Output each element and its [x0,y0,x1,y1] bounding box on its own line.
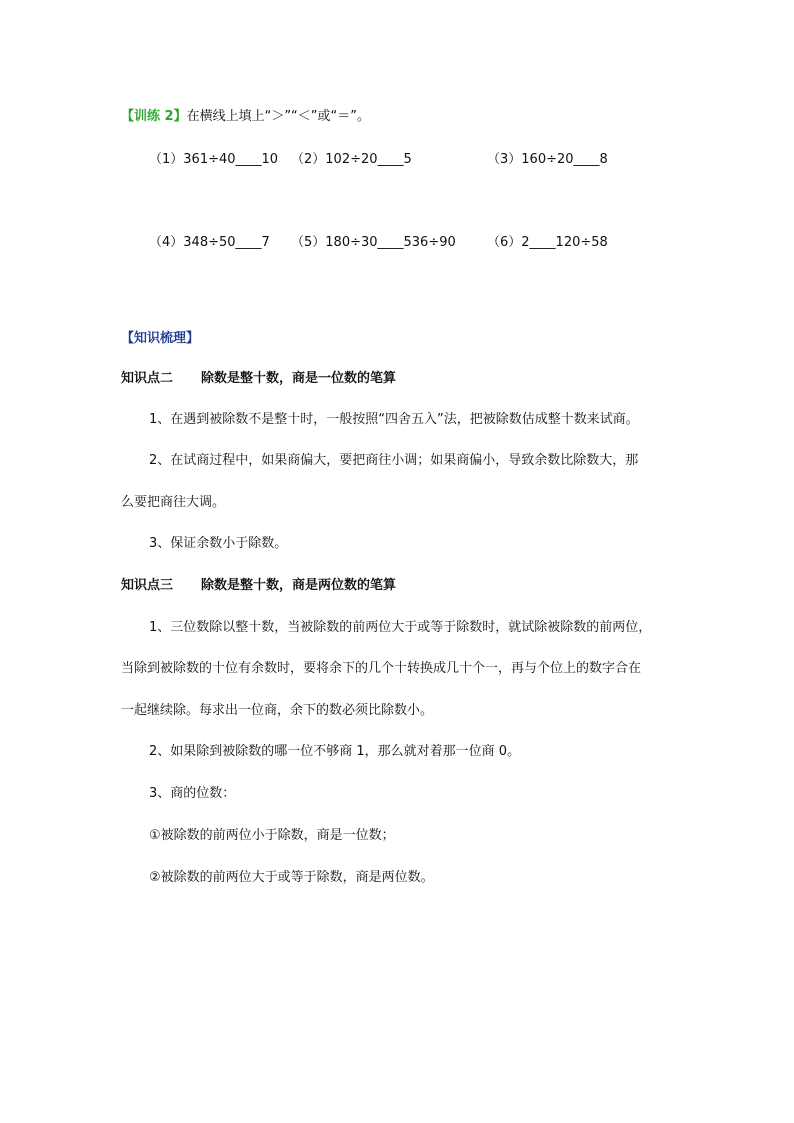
kp2-item-3: 3、保证余数小于除数。 [149,536,288,551]
problem-4: （4）348÷50____7 [149,235,270,250]
knowledge-section-title: 【知识梳理】 [121,331,200,346]
kp3-subitem-2: ②被除数的前两位大于或等于除数，商是两位数。 [149,870,434,885]
training-tag: 【训练 2】 [121,109,187,124]
knowledge-point-3-title: 除数是整十数，商是两位数的笔算 [201,578,397,593]
kp3-item-3: 3、商的位数： [149,786,236,801]
kp2-item-1: 1、在遇到被除数不是整十时，一般按照“四舍五入”法，把被除数估成整十数来试商。 [149,412,639,427]
kp2-item-2: 2、在试商过程中，如果商偏大，要把商往小调；如果商偏小，导致余数比除数大，那 [149,453,639,468]
kp3-item-2: 2、如果除到被除数的哪一位不够商 1，那么就对着那一位商 0。 [149,744,521,759]
kp3-subitem-1: ①被除数的前两位小于除数，商是一位数； [149,828,395,843]
training-instruction: 在横线上填上“＞”“＜”或“＝”。 [186,109,370,124]
knowledge-point-3-label: 知识点三 [121,578,174,593]
problem-3: （3）160÷20____8 [487,152,608,167]
kp3-item-1-continued-2: 一起继续除。每求出一位商，余下的数必须比除数小。 [121,703,434,718]
problem-2: （2）102÷20____5 [291,152,412,167]
problem-5: （5）180÷30____536÷90 [291,235,456,250]
knowledge-point-2-title: 除数是整十数，商是一位数的笔算 [201,371,397,386]
knowledge-point-3-heading [121,577,396,595]
kp3-item-1: 1、三位数除以整十数，当被除数的前两位大于或等于除数时，就试除被除数的前两位， [149,620,652,635]
knowledge-point-2-label: 知识点二 [121,371,174,386]
kp2-item-2-continued: 么要把商往大调。 [121,495,226,510]
problem-6: （6）2____120÷58 [487,235,608,250]
problem-1: （1）361÷40____10 [149,152,279,167]
training-heading [121,108,370,126]
knowledge-point-2-heading [121,370,396,388]
kp3-item-1-continued: 当除到被除数的十位有余数时，要将余下的几个十转换成几十个一，再与个位上的数字合在 [121,661,642,676]
